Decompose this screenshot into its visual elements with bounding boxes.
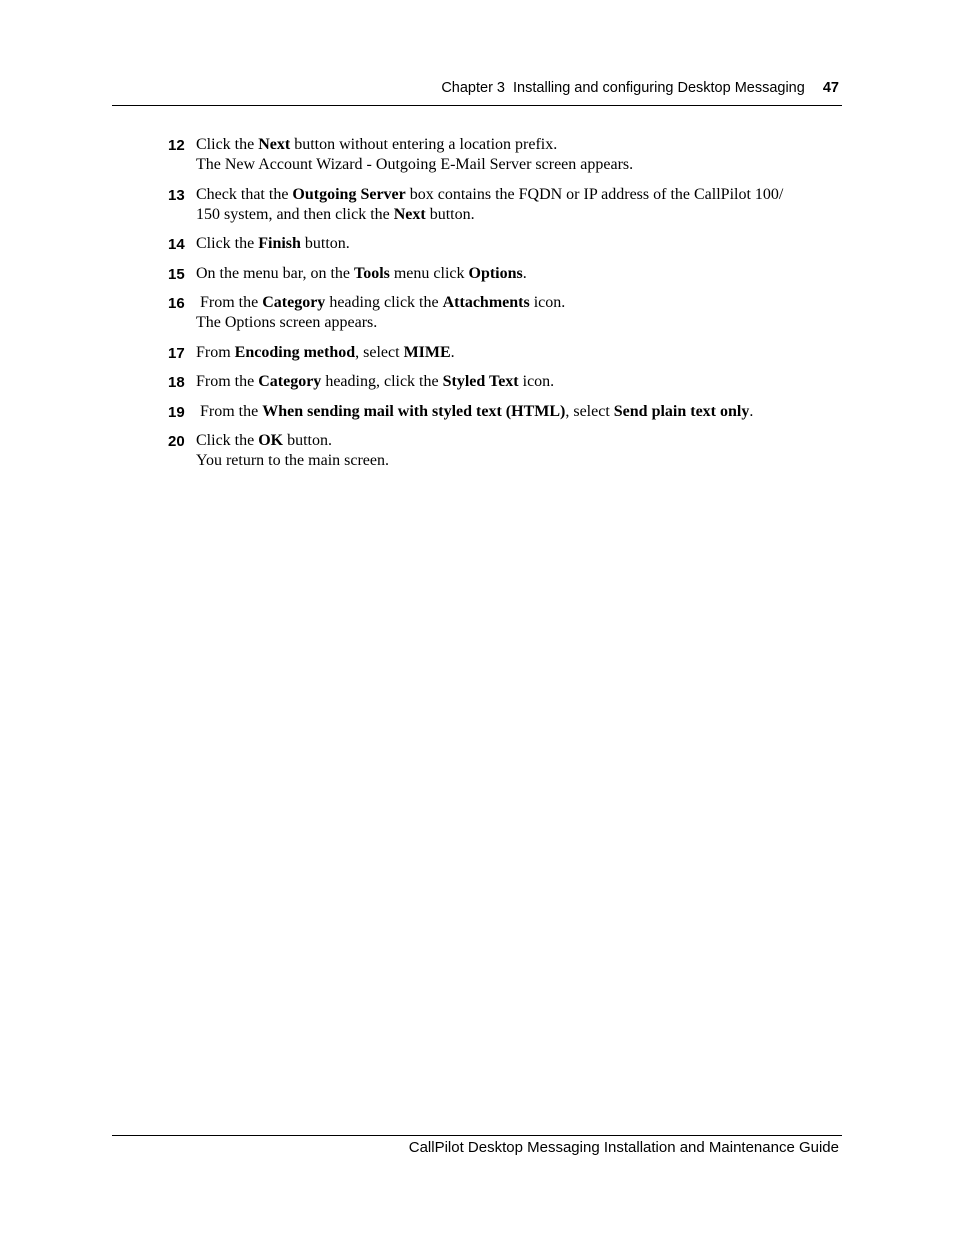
instruction: From the Category heading click the Attachments icon. — [196, 294, 566, 311]
ui-term: Styled Text — [442, 373, 519, 390]
instruction: From the Category heading, click the Styled Text icon. — [196, 373, 555, 390]
step-text — [196, 293, 836, 333]
instruction: Click the Next button without entering a location prefix. — [196, 136, 558, 153]
guide-title: CallPilot Desktop Messaging Installation and Maintenance Guide — [408, 1139, 839, 1156]
instruction: Click the OK button. — [196, 432, 332, 449]
instruction: Click the Finish button. — [196, 235, 350, 252]
step-number: 13 — [168, 186, 185, 204]
ui-term: Send plain text only — [613, 402, 750, 420]
step-text — [196, 343, 836, 363]
step-16 — [0, 293, 954, 333]
step-19 — [0, 402, 954, 422]
instruction: On the menu bar, on the Tools menu click Options. — [196, 264, 527, 282]
page-number: 47 — [822, 80, 839, 96]
step-15 — [0, 264, 954, 284]
step-number: 14 — [168, 236, 185, 253]
step-number: 17 — [168, 344, 185, 362]
step-20 — [0, 431, 954, 471]
page-footer — [112, 1135, 842, 1156]
instruction: From Encoding method, select MIME. — [196, 343, 455, 361]
step-text — [196, 185, 836, 225]
ui-term: Outgoing Server — [292, 185, 406, 203]
ui-term: Options — [468, 264, 523, 282]
step-number: 16 — [168, 295, 185, 312]
step-12 — [0, 135, 954, 175]
step-number: 12 — [168, 137, 185, 154]
step-text — [196, 372, 836, 392]
header-text — [441, 80, 839, 96]
ui-term: When sending mail with styled text (HTML) — [262, 402, 566, 420]
step-number: 19 — [168, 403, 185, 421]
ui-term: Encoding method — [234, 343, 356, 361]
step-17 — [0, 343, 954, 363]
procedure-steps — [0, 135, 954, 481]
step-number: 20 — [168, 433, 185, 450]
ui-term: Attachments — [442, 294, 530, 311]
step-number: 18 — [168, 374, 185, 391]
step-18 — [0, 372, 954, 392]
ui-term: Next — [393, 205, 426, 223]
step-text — [196, 402, 836, 422]
step-text — [196, 234, 836, 254]
step-text — [196, 431, 836, 471]
step-text — [196, 264, 836, 284]
ui-term: MIME — [403, 343, 451, 361]
ui-term: Finish — [258, 235, 301, 252]
ui-term: Next — [258, 136, 291, 153]
step-13 — [0, 185, 954, 225]
ui-term: Tools — [353, 264, 390, 282]
chapter-label: Chapter 3 — [441, 80, 505, 96]
result-text: The Options screen appears. — [196, 314, 378, 331]
chapter-title: Installing and configuring Desktop Messaging — [513, 80, 805, 96]
instruction: From the When sending mail with styled text (HTML), select Send plain text only. — [196, 402, 754, 420]
ui-term: Category — [262, 294, 326, 311]
page-header — [112, 78, 842, 106]
result-text: The New Account Wizard - Outgoing E-Mail Server screen appears. — [196, 156, 634, 173]
result-text: You return to the main screen. — [196, 452, 389, 469]
ui-term: Category — [258, 373, 322, 390]
instruction: Check that the Outgoing Server box contains the FQDN or IP address of the CallPilot 100/ — [196, 185, 784, 203]
step-text — [196, 135, 836, 175]
step-14 — [0, 234, 954, 254]
instruction-continued: 150 system, and then click the Next button. — [196, 205, 475, 223]
ui-term: OK — [258, 432, 284, 449]
step-number: 15 — [168, 265, 185, 283]
